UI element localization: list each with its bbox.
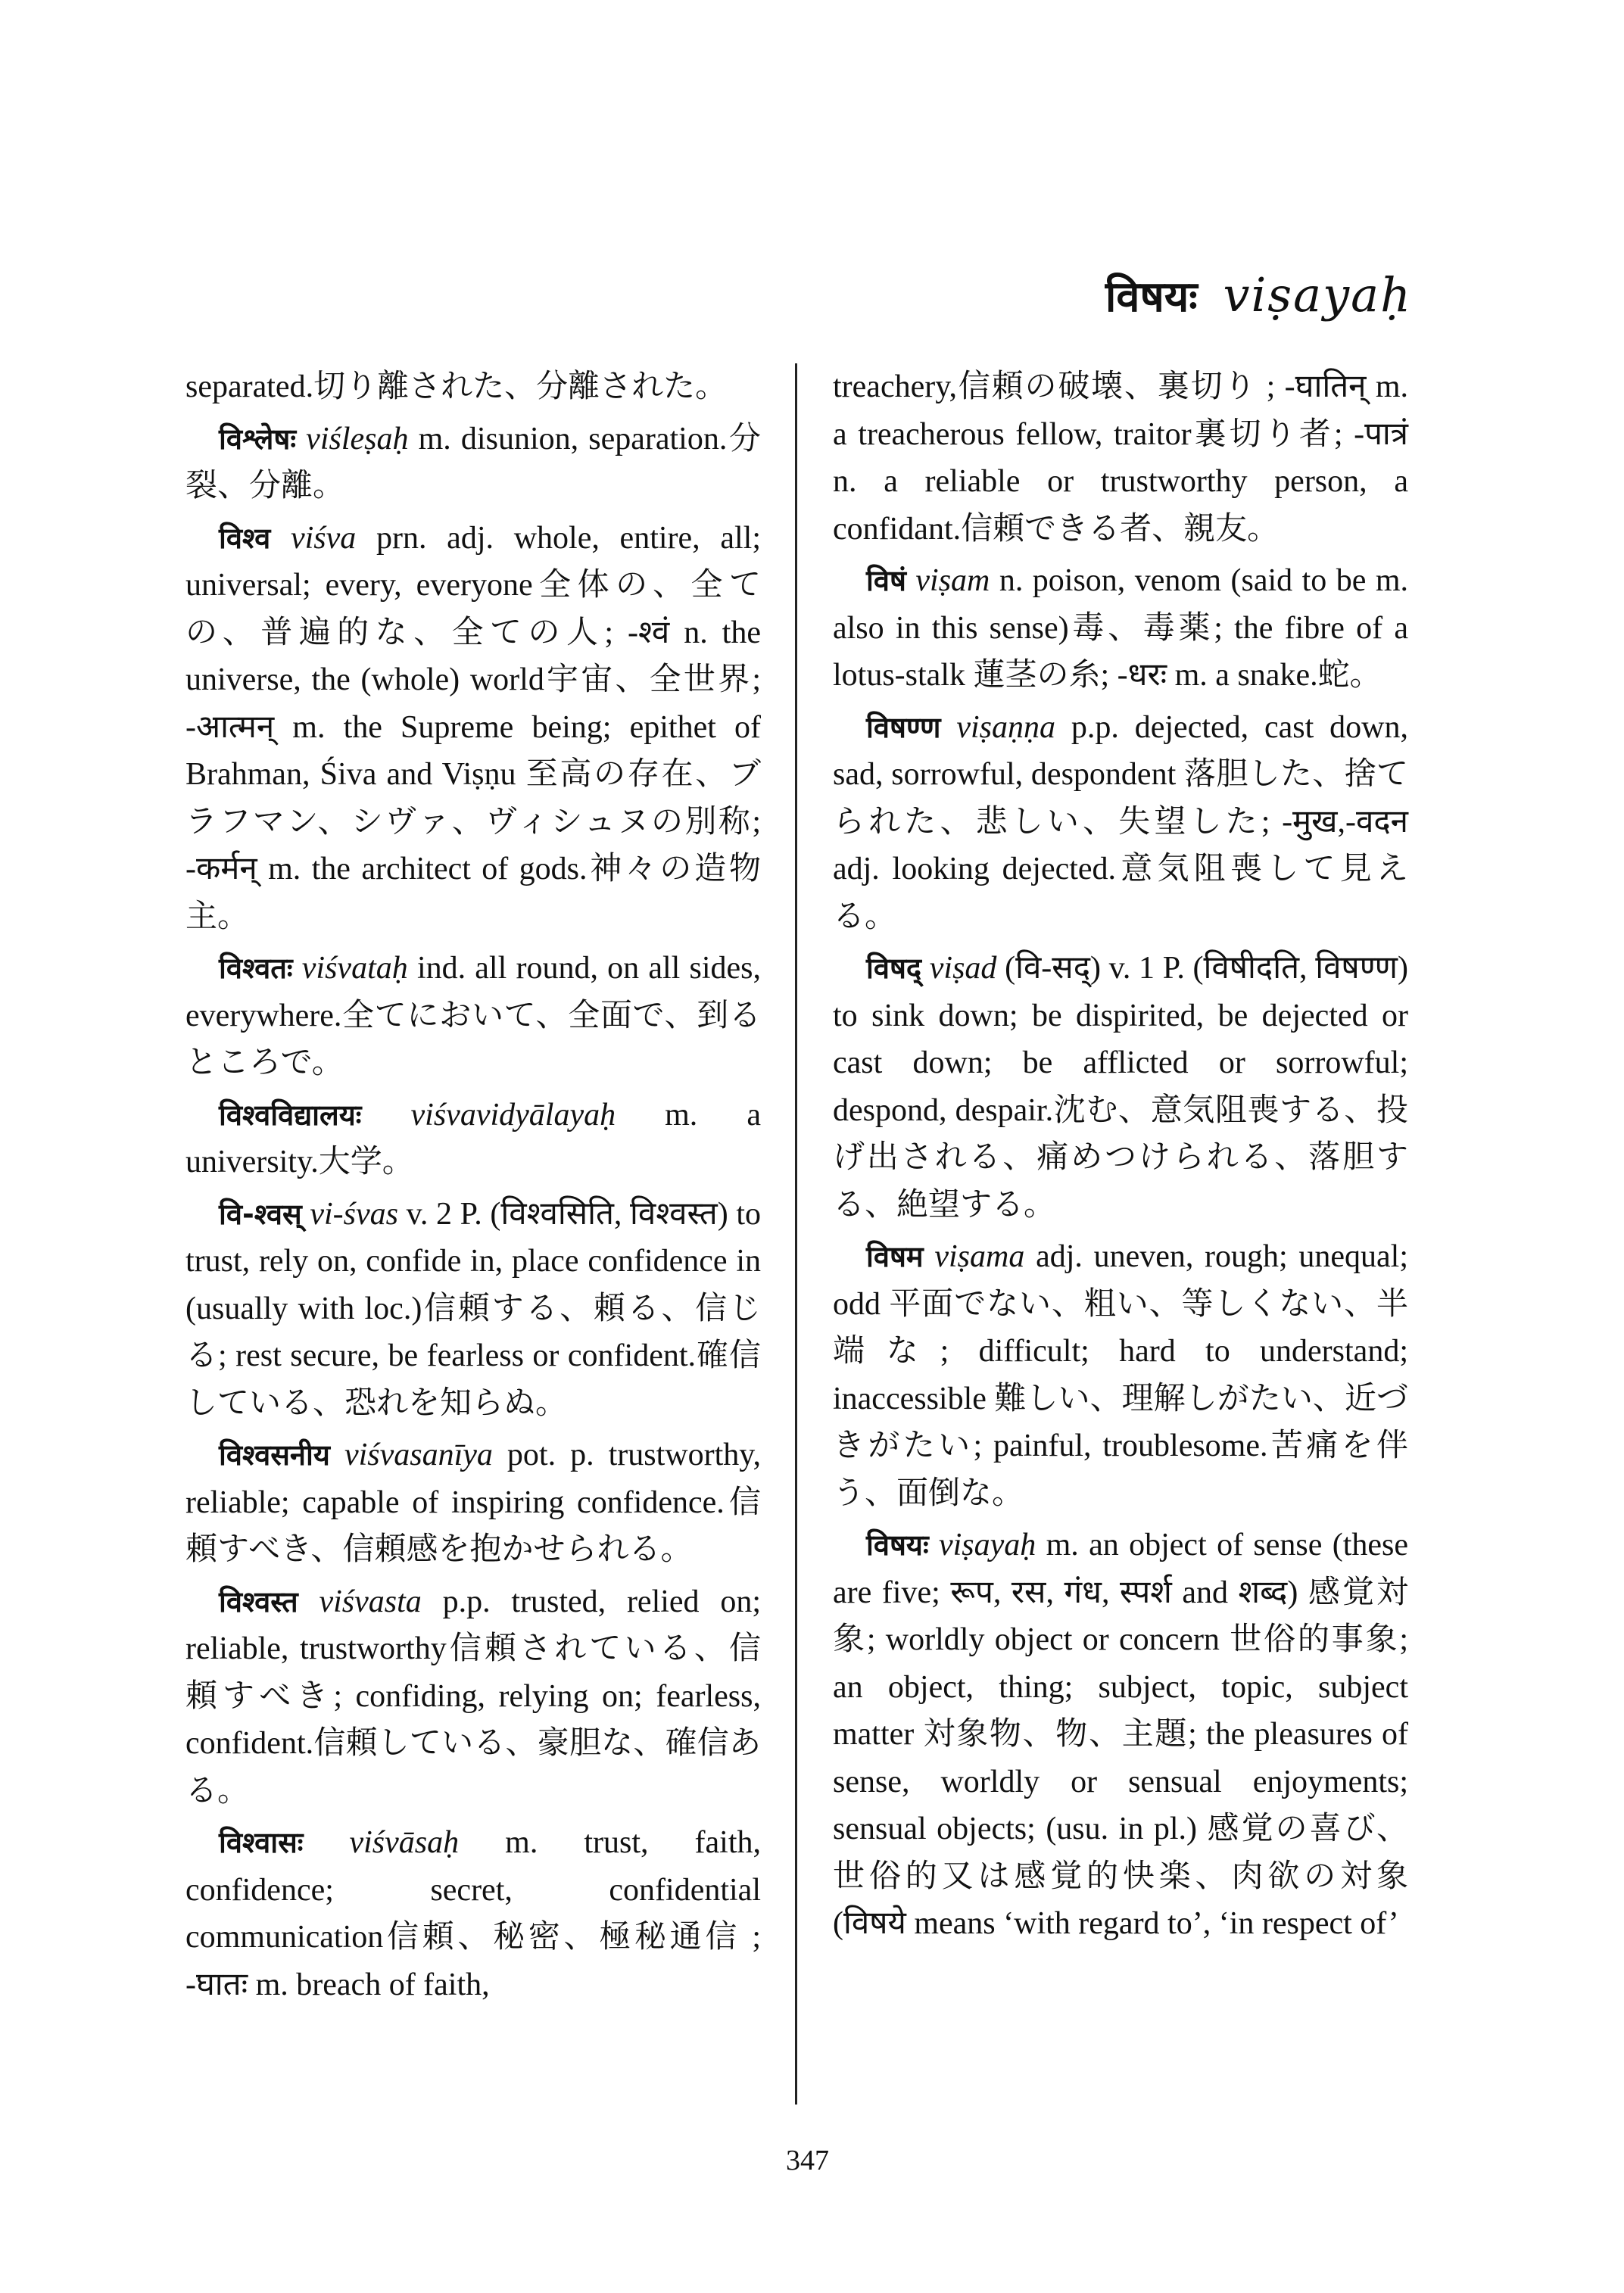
entry-definition: m. an object of sense (these are five; रूप, रस, गंध, स्पर्श and शब्द) 感覚対象; worldly object or concern 世俗的事象; an object, thing; subject, topic, subject matter 対象物、物、主題; the pleasures of sense, worldly or sensual enjoyments; sensual objects; (usu. in pl.) 感覚の喜び、世俗的又は感覚的快楽、肉欲の対象 (विषये means ‘with regard to’, ‘in respect of’ (833, 1528, 1408, 1941)
dictionary-entry (185, 416, 761, 510)
dictionary-entry (185, 1191, 761, 1428)
dictionary-entry (833, 557, 1408, 699)
running-head (1105, 266, 1412, 324)
entry-definition: separated.切り離された、分離された。 (185, 369, 728, 404)
headword-devanagari: विषद् (866, 952, 922, 985)
headword-devanagari: विषयः (866, 1528, 929, 1562)
entry-definition: (वि-सद्) v. 1 P. (विषीदति, विषण्ण) to sink down; be dispirited, be dejected or cast down; be afflicted or sorrowful; despond, despair.沈む、意気阻喪する、投げ出される、痛めつけられる、落胆する、絶望する。 (833, 951, 1408, 1223)
headword-roman: vi-śvas (310, 1196, 398, 1232)
running-head-roman: viṣayaḥ (1223, 267, 1412, 322)
headword-roman: viśvavidyālayaḥ (410, 1097, 616, 1132)
dictionary-entry (833, 1522, 1408, 1948)
entry-definition: n. poison, venom (said to be m. also in this sense)毒、毒薬; the fibre of a lotus-stalk 蓮茎の糸; -धरः m. a snake.蛇。 (833, 563, 1408, 693)
left-column (185, 363, 761, 2013)
page-number: 347 (786, 2145, 829, 2176)
dictionary-entry (185, 515, 761, 941)
dictionary-entry (185, 1578, 761, 1815)
headword-roman: viśvataḥ (301, 951, 408, 986)
headword-roman: viśvāsaḥ (349, 1825, 460, 1860)
headword-roman: viṣama (934, 1239, 1025, 1274)
headword-devanagari: विश्वतः (219, 952, 293, 985)
dictionary-entry (185, 1092, 761, 1186)
dictionary-entry (833, 704, 1408, 941)
headword-devanagari: विश्वस्त (219, 1584, 298, 1618)
entry-definition: m. a university.大学。 (185, 1097, 761, 1179)
headword-devanagari: विश्व (219, 521, 271, 555)
entry-definition: ind. all round, on all sides, everywhere.全てにおいて、全面で、到るところで。 (185, 951, 761, 1080)
dictionary-entry (833, 945, 1408, 1229)
entry-definition: m. trust, faith, confidence; secret, confidential communication信頼、秘密、極秘通信 ; -घातः m. breach of faith, (185, 1825, 761, 2002)
entry-definition: p.p. dejected, cast down, sad, sorrowful, despondent 落胆した、捨てられた、悲しい、失望した; -मुख,-वदन adj. looking dejected.意気阻喪して見える。 (833, 709, 1409, 934)
entry-definition: v. 2 P. (विश्वसिति, विश्वस्त) to trust, rely on, confide in, place confidence in (usually with loc.)信頼する、頼る、信じる; rest secure, be fearless or confident.確信している、恐れを知らぬ。 (185, 1196, 762, 1421)
headword-roman: viṣad (929, 951, 997, 986)
dictionary-entry (185, 1819, 761, 2008)
headword-roman: viṣaṇṇa (956, 709, 1055, 745)
right-column (833, 363, 1408, 1952)
entry-definition: m. disunion, separation.分裂、分離。 (185, 421, 761, 503)
headword-devanagari: विश्वासः (219, 1826, 304, 1859)
headword-devanagari: विषम (866, 1240, 924, 1273)
column-divider (795, 363, 797, 2105)
entry-definition: adj. uneven, rough; unequal; odd 平面でない、粗い、等しくない、半端な; difficult; hard to understand; inaccessible 難しい、理解しがたい、近づきがたい; painful, troublesome.苦痛を伴う、面倒な。 (833, 1239, 1409, 1511)
headword-devanagari: विषं (866, 564, 906, 597)
headword-devanagari: विश्लेषः (219, 422, 297, 456)
headword-roman: viśleṣaḥ (306, 421, 409, 456)
headword-roman: viśvasta (319, 1584, 422, 1619)
headword-devanagari: विश्वविद्यालयः (219, 1098, 362, 1132)
dictionary-entry (185, 363, 761, 411)
entry-definition: p.p. trusted, relied on; reliable, trustworthy信頼されている、信頼すべき; confiding, relying on; fearless, confident.信頼している、豪胆な、確信ある。 (185, 1584, 761, 1809)
entry-definition: prn. adj. whole, entire, all; universal; every, everyone全体の、全ての、普遍的な、全ての人; -श्वं n. the universe, the (whole) world宇宙、全世界; -आत्मन् m. the Supreme being; epithet of Brahman, Śiva and Viṣṇu 至高の存在、ブラフマン、シヴァ、ヴィシュヌの別称; -कर्मन् m. the architect of gods.神々の造物主。 (185, 520, 762, 934)
headword-roman: viśvasanīya (344, 1438, 493, 1472)
entry-definition: treachery,信頼の破壊、裏切り ; -घातिन् m. a treacherous fellow, traitor裏切り者; -पात्रं n. a reliable or trustworthy person, a confidant.信頼できる者、親友。 (833, 369, 1408, 547)
dictionary-entry (833, 363, 1408, 553)
headword-devanagari: वि-श्वस् (219, 1197, 302, 1231)
headword-devanagari: विश्वसनीय (219, 1438, 330, 1472)
running-head-devanagari: विषयः (1105, 272, 1198, 322)
headword-roman: viśva (290, 520, 357, 556)
dictionary-entry (185, 1432, 761, 1574)
dictionary-entry (185, 945, 761, 1087)
dictionary-entry (833, 1233, 1408, 1517)
headword-devanagari: विषण्ण (866, 710, 941, 744)
headword-roman: viṣam (915, 563, 990, 598)
entry-definition: pot. p. trustworthy, reliable; capable of inspiring confidence.信頼すべき、信頼感を抱かせられる。 (185, 1438, 762, 1567)
headword-roman: viṣayaḥ (939, 1528, 1036, 1562)
